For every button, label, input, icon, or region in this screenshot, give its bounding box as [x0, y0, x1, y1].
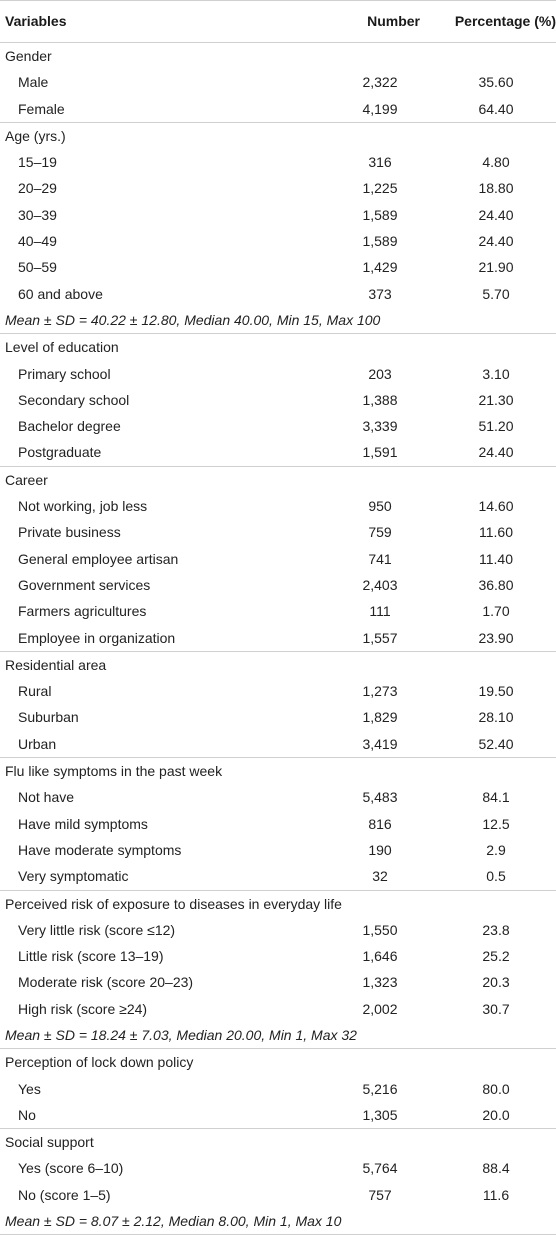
- section-header-row: [0, 42, 556, 69]
- row-label: Very symptomatic: [18, 868, 129, 885]
- section-label: Flu like symptoms in the past week: [5, 763, 223, 780]
- row-number: 1,646: [362, 948, 398, 965]
- section-label: Perception of lock down policy: [5, 1054, 194, 1071]
- row-percentage: 30.7: [482, 1000, 510, 1017]
- row-percentage: 19.50: [478, 683, 514, 700]
- row-label: Not have: [18, 789, 75, 806]
- row-percentage: 21.90: [478, 259, 514, 276]
- row-percentage: 24.40: [478, 444, 514, 461]
- section-header-row: [0, 1128, 556, 1155]
- table-row: [0, 1076, 556, 1102]
- row-label: No: [18, 1106, 36, 1123]
- row-number: 1,225: [362, 180, 398, 197]
- row-label: 50–59: [18, 259, 57, 276]
- row-number: 1,273: [362, 683, 398, 700]
- row-label: 60 and above: [18, 285, 103, 302]
- row-label: Employee in organization: [18, 629, 176, 646]
- row-number: 741: [368, 550, 392, 567]
- row-label: Bachelor degree: [18, 418, 121, 435]
- summary-note-row: [0, 1208, 556, 1234]
- row-label: Moderate risk (score 20–23): [18, 974, 194, 991]
- table-body: [0, 42, 556, 1234]
- section-header-row: [0, 1048, 556, 1075]
- row-label: 15–19: [18, 154, 57, 171]
- header-percentage: Percentage (%): [454, 13, 556, 29]
- table-row: [0, 202, 556, 228]
- row-number: 5,483: [362, 789, 398, 806]
- row-percentage: 20.0: [482, 1106, 510, 1123]
- table-row: [0, 811, 556, 837]
- row-percentage: 20.3: [482, 974, 510, 991]
- row-percentage: 4.80: [482, 154, 510, 171]
- row-percentage: 2.9: [486, 841, 506, 858]
- row-label: 40–49: [18, 233, 57, 250]
- table-row: [0, 678, 556, 704]
- row-percentage: 51.20: [478, 418, 514, 435]
- row-label: Not working, job less: [18, 498, 148, 515]
- row-number: 3,339: [362, 418, 398, 435]
- row-number: 816: [368, 815, 392, 832]
- row-percentage: 14.60: [478, 498, 514, 515]
- row-number: 1,557: [362, 629, 398, 646]
- section-header-row: [0, 757, 556, 784]
- table-row: [0, 228, 556, 254]
- row-label: Government services: [18, 576, 151, 593]
- table-bottom-rule: [0, 1234, 556, 1235]
- section-label: Residential area: [5, 656, 107, 673]
- row-percentage: 24.40: [478, 233, 514, 250]
- table-row: [0, 387, 556, 413]
- row-percentage: 18.80: [478, 180, 514, 197]
- header-variables: Variables: [5, 13, 67, 29]
- row-label: Primary school: [18, 365, 111, 382]
- row-number: 950: [368, 498, 392, 515]
- row-number: 1,388: [362, 391, 398, 408]
- table-row: [0, 149, 556, 175]
- row-percentage: 11.60: [479, 524, 513, 541]
- row-number: 1,550: [362, 921, 398, 938]
- row-percentage: 3.10: [482, 365, 510, 382]
- row-label: Have moderate symptoms: [18, 841, 182, 858]
- section-header-row: [0, 122, 556, 149]
- row-percentage: 25.2: [482, 948, 510, 965]
- row-percentage: 1.70: [482, 603, 510, 620]
- table-row: [0, 917, 556, 943]
- row-percentage: 88.4: [482, 1160, 510, 1177]
- table-row: [0, 413, 556, 439]
- table-row: [0, 69, 556, 95]
- table-row: [0, 519, 556, 545]
- row-number: 759: [368, 524, 392, 541]
- row-number: 1,429: [362, 259, 398, 276]
- summary-note: Mean ± SD = 40.22 ± 12.80, Median 40.00, Min 15, Max 100: [5, 311, 381, 328]
- row-percentage: 23.8: [482, 921, 510, 938]
- row-percentage: 11.40: [479, 550, 513, 567]
- row-percentage: 52.40: [478, 735, 514, 752]
- table-row: [0, 731, 556, 757]
- row-label: Very little risk (score ≤12): [18, 921, 176, 938]
- table-row: [0, 784, 556, 810]
- table-row: [0, 175, 556, 201]
- row-number: 1,829: [362, 709, 398, 726]
- section-header-row: [0, 890, 556, 917]
- row-label: Postgraduate: [18, 444, 102, 461]
- row-percentage: 35.60: [478, 74, 514, 91]
- section-label: Social support: [5, 1134, 94, 1151]
- row-label: Private business: [18, 524, 121, 541]
- table-row: [0, 1182, 556, 1208]
- row-percentage: 84.1: [482, 789, 510, 806]
- section-header-row: [0, 466, 556, 493]
- summary-note: Mean ± SD = 18.24 ± 7.03, Median 20.00, Min 1, Max 32: [5, 1026, 357, 1043]
- row-percentage: 12.5: [482, 815, 510, 832]
- row-percentage: 24.40: [478, 206, 514, 223]
- row-number: 3,419: [362, 735, 398, 752]
- row-label: Secondary school: [18, 391, 130, 408]
- row-number: 203: [368, 365, 392, 382]
- row-number: 1,323: [362, 974, 398, 991]
- row-number: 2,403: [362, 576, 398, 593]
- table-row: [0, 546, 556, 572]
- summary-note-row: [0, 307, 556, 333]
- table-row: [0, 493, 556, 519]
- table-row: [0, 1102, 556, 1128]
- row-label: Yes (score 6–10): [18, 1160, 124, 1177]
- table-row: [0, 361, 556, 387]
- section-label: Gender: [5, 48, 52, 64]
- row-percentage: 5.70: [482, 285, 510, 302]
- row-label: High risk (score ≥24): [18, 1000, 148, 1017]
- row-percentage: 23.90: [478, 629, 514, 646]
- table-row: [0, 254, 556, 280]
- section-label: Age (yrs.): [5, 127, 66, 144]
- row-label: Suburban: [18, 709, 79, 726]
- row-percentage: 21.30: [478, 391, 514, 408]
- row-percentage: 0.5: [486, 868, 506, 885]
- summary-note: Mean ± SD = 8.07 ± 2.12, Median 8.00, Min 1, Max 10: [5, 1213, 342, 1230]
- section-label: Perceived risk of exposure to diseases in everyday life: [5, 895, 342, 912]
- header-number: Number: [367, 13, 420, 29]
- row-number: 190: [368, 841, 392, 858]
- row-label: Rural: [18, 683, 52, 700]
- row-number: 2,002: [362, 1000, 398, 1017]
- section-header-row: [0, 651, 556, 678]
- table-header: [0, 0, 556, 42]
- table-row: [0, 572, 556, 598]
- row-percentage: 80.0: [482, 1080, 510, 1097]
- row-number: 5,764: [362, 1160, 398, 1177]
- row-label: 20–29: [18, 180, 57, 197]
- table-row: [0, 439, 556, 465]
- row-number: 1,305: [362, 1106, 398, 1123]
- table-row: [0, 996, 556, 1022]
- row-label: Male: [18, 74, 49, 91]
- row-label: No (score 1–5): [18, 1186, 111, 1203]
- table-row: [0, 704, 556, 730]
- row-label: Yes: [18, 1080, 41, 1097]
- row-number: 316: [368, 154, 392, 171]
- row-label: Urban: [18, 735, 57, 752]
- section-label: Level of education: [5, 339, 119, 356]
- row-label: Have mild symptoms: [18, 815, 148, 832]
- row-number: 4,199: [362, 100, 398, 117]
- table-row: [0, 96, 556, 122]
- row-number: 1,591: [362, 444, 398, 461]
- row-label: Little risk (score 13–19): [18, 948, 164, 965]
- table-row: [0, 598, 556, 624]
- row-percentage: 28.10: [478, 709, 514, 726]
- table-row: [0, 837, 556, 863]
- row-number: 373: [368, 285, 392, 302]
- row-percentage: 36.80: [478, 576, 514, 593]
- row-label: General employee artisan: [18, 550, 179, 567]
- row-number: 1,589: [362, 233, 398, 250]
- summary-note-row: [0, 1022, 556, 1048]
- row-label: Female: [18, 100, 65, 117]
- row-label: 30–39: [18, 206, 57, 223]
- table-row: [0, 281, 556, 307]
- row-number: 111: [369, 603, 391, 620]
- table-row: [0, 863, 556, 889]
- row-number: 5,216: [362, 1080, 398, 1097]
- row-number: 32: [372, 868, 388, 885]
- row-number: 757: [368, 1186, 392, 1203]
- row-label: Farmers agricultures: [18, 603, 147, 620]
- section-label: Career: [5, 471, 48, 488]
- row-percentage: 64.40: [478, 100, 514, 117]
- section-header-row: [0, 333, 556, 360]
- row-number: 2,322: [362, 74, 398, 91]
- table-row: [0, 943, 556, 969]
- row-number: 1,589: [362, 206, 398, 223]
- table-row: [0, 625, 556, 651]
- table-row: [0, 969, 556, 995]
- row-percentage: 11.6: [482, 1186, 510, 1203]
- table-row: [0, 1155, 556, 1181]
